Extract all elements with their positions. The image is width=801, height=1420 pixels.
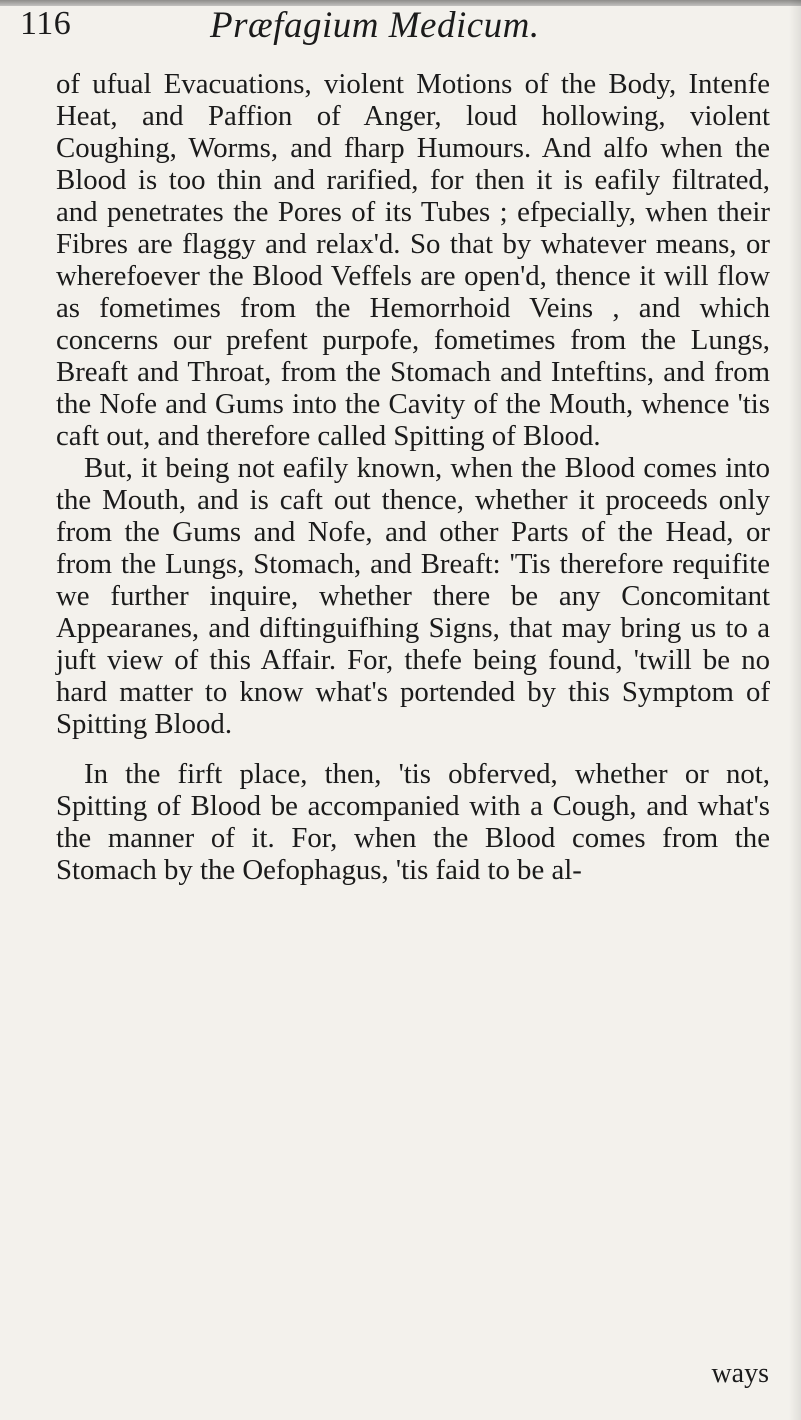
- body-text: [56, 68, 770, 886]
- page-edge-shadow: [789, 0, 801, 1420]
- paragraph-2: But, it being not eafily known, when the Blood comes into the Mouth, and is caft out thence, whether it proceeds only from the Gums and Nofe, and other Parts of the Head, or from the Lungs, Stomach, and Breaft: 'Tis therefore requifite we further inquire, whether there be any Concomitant Appearanes, and diftinguifhing Signs, that may bring us to a juft view of this Affair. For, thefe being found, 'twill be no hard matter to know what's portended by this Symptom of Spitting Blood.: [56, 452, 770, 740]
- paragraph-3: In the firft place, then, 'tis obferved, whether or not, Spitting of Blood be accompanied with a Cough, and what's the manner of it. For, when the Blood comes from the Stomach by the Oefophagus, 'tis faid to be al-: [56, 758, 770, 886]
- paragraph-1: of ufual Evacuations, violent Motions of the Body, Intenfe Heat, and Paffion of Anger, loud hollowing, violent Coughing, Worms, and fharp Humours. And alfo when the Blood is too thin and rarified, for then it is eafily filtrated, and penetrates the Pores of its Tubes ; efpecially, when their Fibres are flaggy and relax'd. So that by whatever means, or wherefoever the Blood Veffels are open'd, thence it will flow as fometimes from the Hemorrhoid Veins , and which concerns our prefent purpofe, fometimes from the Lungs, Breaft and Throat, from the Stomach and Inteftins, and from the Nofe and Gums into the Cavity of the Mouth, whence 'tis caft out, and therefore called Spitting of Blood.: [56, 68, 770, 452]
- catchword: ways: [711, 1358, 769, 1389]
- running-title: Præfagium Medicum.: [210, 5, 540, 46]
- page-number: 116: [20, 5, 72, 42]
